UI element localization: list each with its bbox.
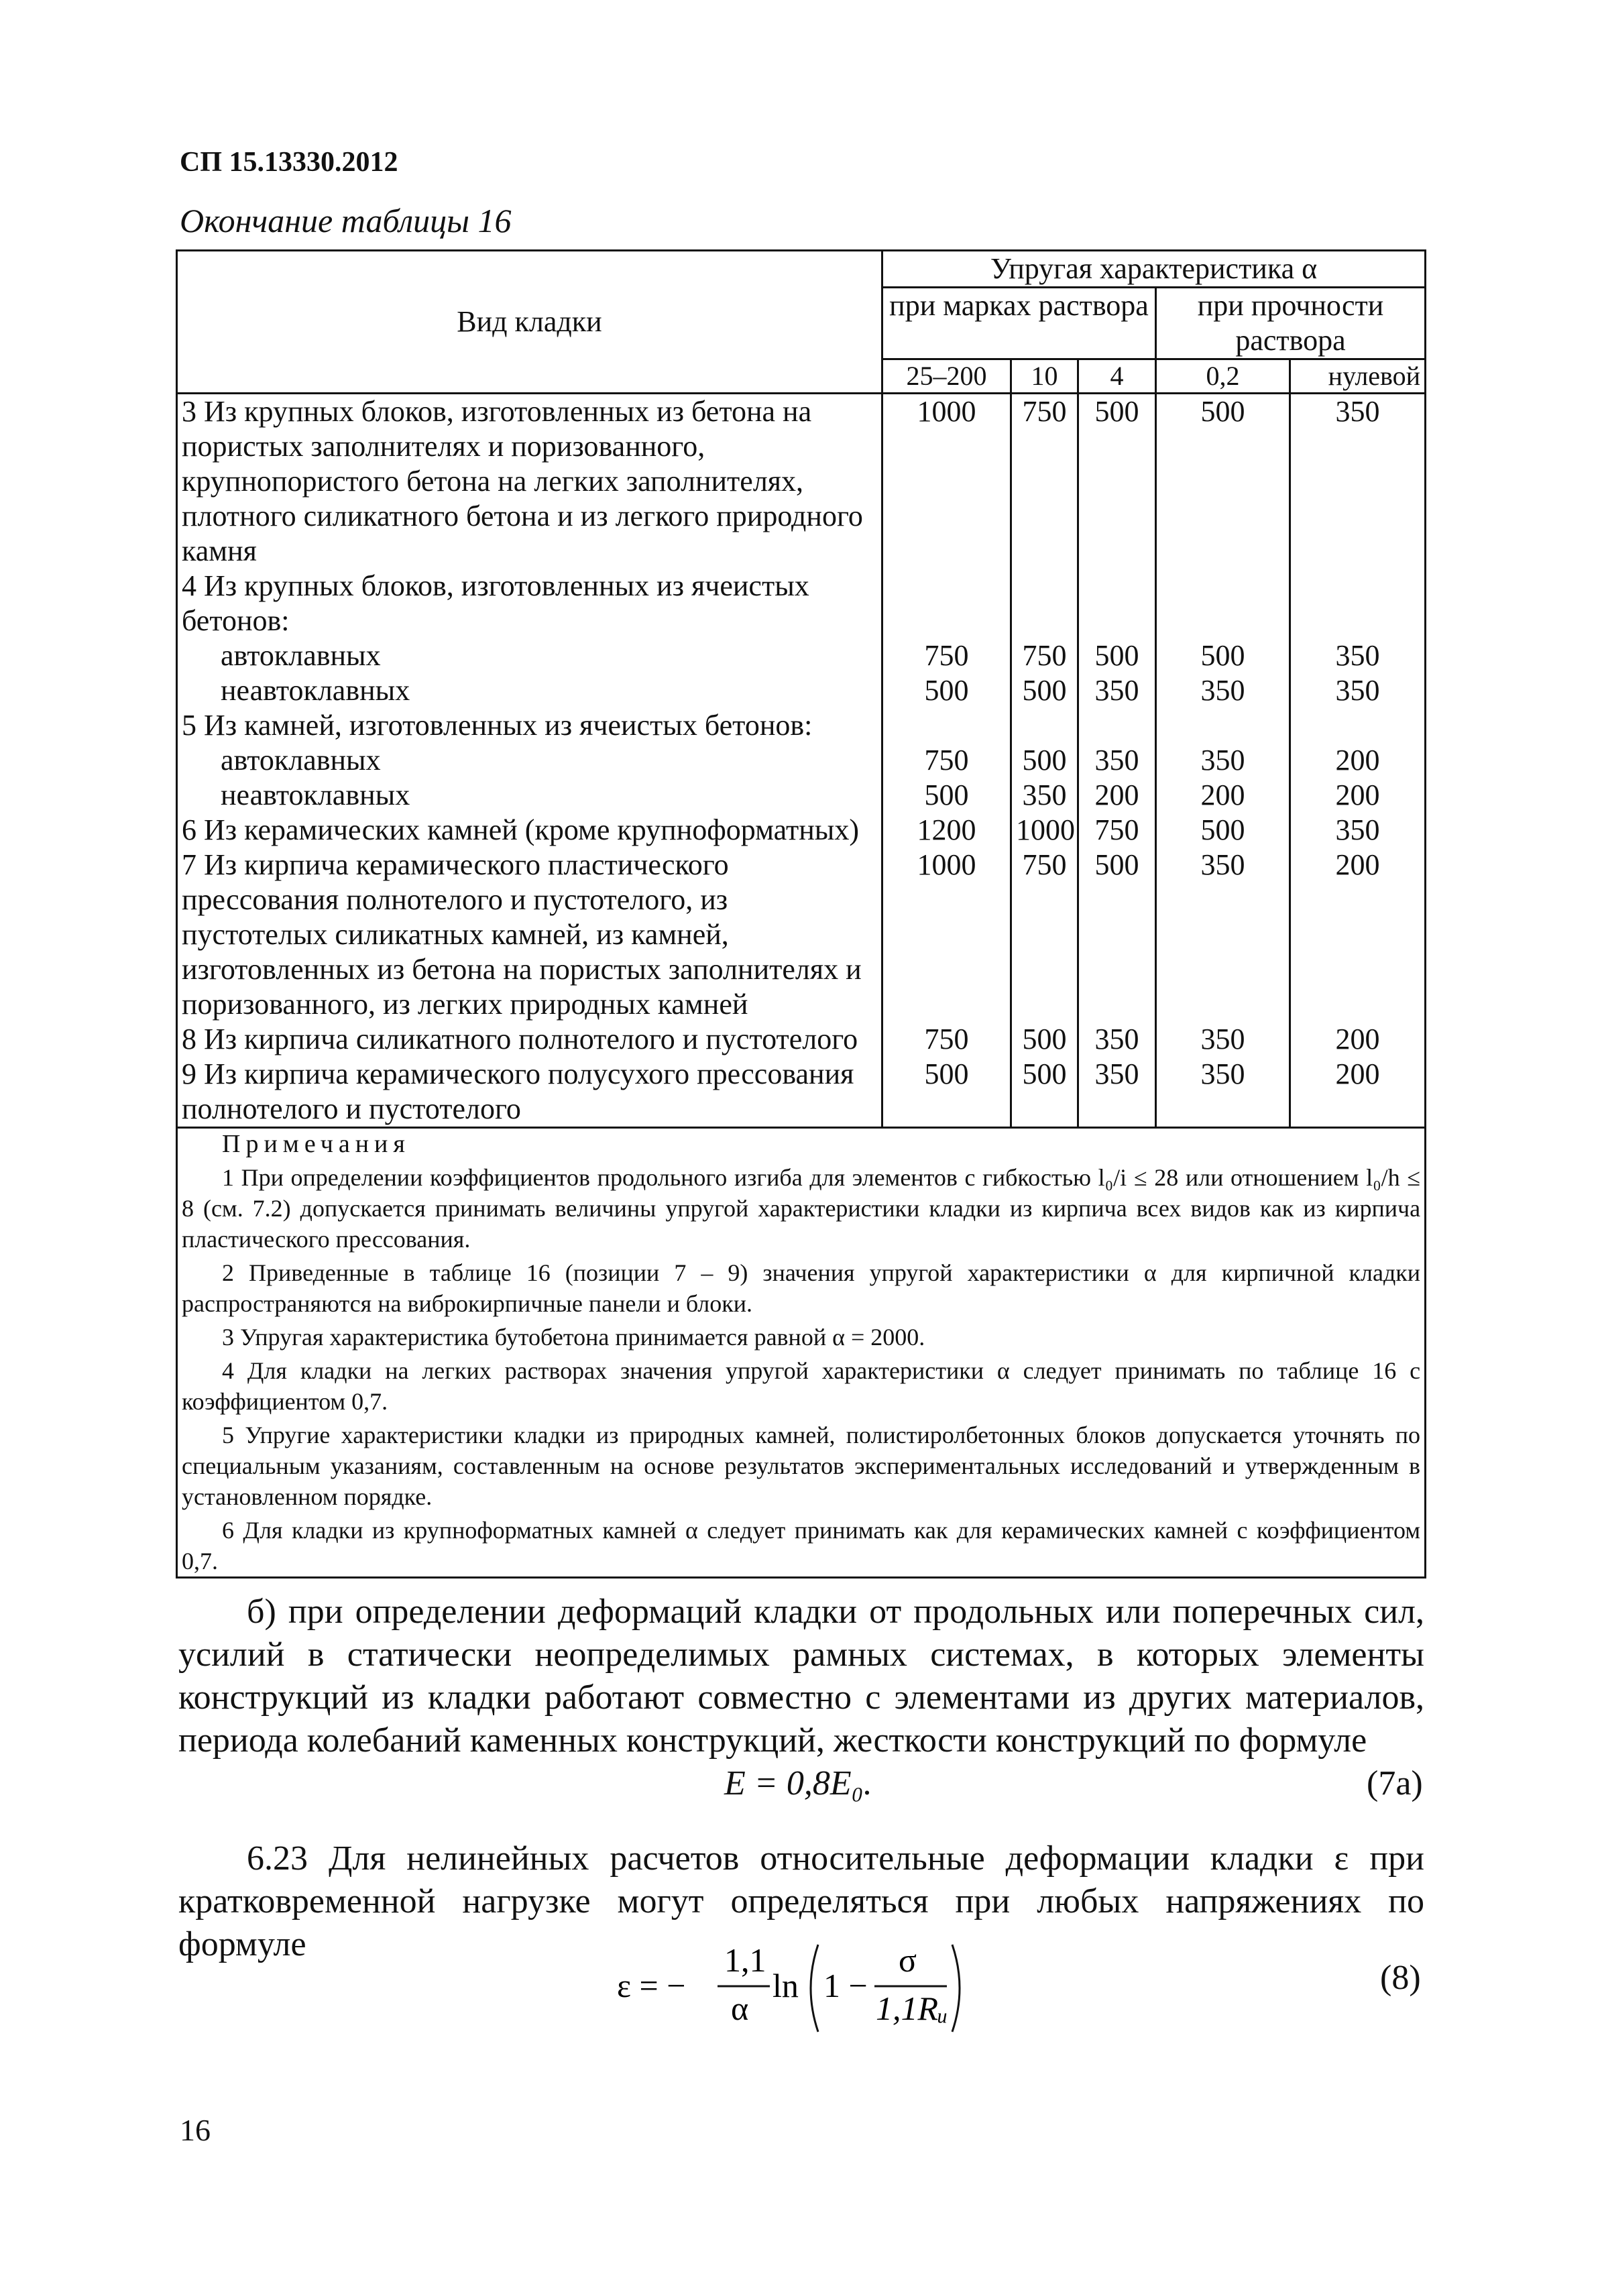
row-text: пустотелых силикатных камней, из камней, <box>182 918 729 951</box>
subheader: 0,2 <box>1156 359 1290 394</box>
row-text: неавтоклавных <box>221 779 410 811</box>
notes-title: Примечания <box>222 1130 410 1158</box>
subheader: 10 <box>1011 359 1078 394</box>
document-code: СП 15.13330.2012 <box>180 147 398 178</box>
formula-8-denominator: α <box>731 1990 749 2027</box>
header-strength: при прочности раствора <box>1156 288 1426 359</box>
paragraph-b: б) при определении деформаций кладки от продольных или поперечных сил, усилий в статически неопределимых рамных системах, в которых элементы конструкций из кладки работают совместно с элементами из других материалов, периода колебаний каменных конструкций, жесткости конструкций по формуле <box>178 1593 1424 1760</box>
row-text: бетонов: <box>182 604 290 637</box>
formula-8-lhs: ε = − <box>617 1967 686 2004</box>
row-text: полнотелого и пустотелого <box>182 1092 521 1125</box>
row-text: прессования полнотелого и пустотелого, из <box>182 883 728 916</box>
formula-8 <box>617 1931 966 2045</box>
row-text: поризованного, из легких природных камней <box>182 988 748 1021</box>
row-text: 6 Из керамических камней (кроме крупноформатных) <box>182 813 860 846</box>
formula-8-one: 1 − <box>823 1967 868 2004</box>
paragraph-6-23: 6.23 Для нелинейных расчетов относительные деформации кладки ε при кратковременной нагрузке могут определяться при любых напряжениях по формуле <box>178 1839 1424 1963</box>
subheader: 4 <box>1078 359 1156 394</box>
formula-8-ln: ln <box>773 1967 799 2004</box>
row-text: неавтоклавных <box>221 674 410 707</box>
col-10: 750 750 500 500 350 1000 750 500 500 <box>1011 394 1078 1128</box>
formula-8-number: (8) <box>1380 1959 1421 1997</box>
header-kind: Вид кладки <box>177 251 882 394</box>
table-title: Окончание таблицы 16 <box>180 202 512 239</box>
row-text: изготовленных из бетона на пористых заполнителях и <box>182 953 862 986</box>
subheader: нулевой <box>1290 359 1426 394</box>
note-item: 2 Приведенные в таблице 16 (позиции 7 – 9) значения упругой характеристики α для кирпичной кладки распространяются на виброкирпичные панели и блоки. <box>182 1259 1421 1317</box>
header-marks: при марках раствора <box>882 288 1156 359</box>
formula-8-sigma: σ <box>899 1941 917 1979</box>
col-zero: 350 350 350 200 200 350 200 200 200 <box>1290 394 1426 1128</box>
formula-8-numerator: 1,1 <box>724 1941 766 1979</box>
row-text: 4 Из крупных блоков, изготовленных из ячеистых <box>182 569 809 602</box>
col-0-2: 500 500 350 350 200 500 350 350 350 <box>1156 394 1290 1128</box>
row-text: 7 Из кирпича керамического пластического <box>182 848 729 881</box>
subheader: 25–200 <box>882 359 1011 394</box>
table-row <box>177 394 1426 1128</box>
formula-7a-number: (7а) <box>1367 1764 1423 1802</box>
row-text: 5 Из камней, изготовленных из ячеистых бетонов: <box>182 709 813 742</box>
note-item: 6 Для кладки из крупноформатных камней α следует принимать как для керамических камней с коэффициентом 0,7. <box>182 1517 1421 1574</box>
row-text: камня <box>182 534 257 567</box>
col-4: 500 500 350 350 200 750 500 350 350 <box>1078 394 1156 1128</box>
note-item: 4 Для кладки на легких растворах значения упругой характеристики α следует принимать по таблице 16 с коэффициентом 0,7. <box>182 1357 1421 1415</box>
note-item: 3 Упругая характеристика бутобетона принимается равной α = 2000. <box>222 1324 925 1351</box>
elasticity-table <box>176 249 1424 1578</box>
page-number: 16 <box>180 2113 211 2147</box>
header-alpha: Упругая характеристика α <box>882 251 1426 288</box>
row-text: плотного силикатного бетона и из легкого природного <box>182 500 863 532</box>
row-text: крупнопористого бетона на легких заполнителях, <box>182 465 804 498</box>
note-item: 5 Упругие характеристики кладки из природных камней, полистиролбетонных блоков допускается уточнять по специальным указаниям, составленным на основе результатов экспериментальных исследований и утвержденным в установленном порядке. <box>182 1422 1421 1510</box>
table-notes <box>177 1128 1426 1578</box>
row-text: 8 Из кирпича силикатного полнотелого и пустотелого <box>182 1023 858 1055</box>
row-text: автоклавных <box>221 744 381 777</box>
row-text: 3 Из крупных блоков, изготовленных из бетона на <box>182 395 812 428</box>
formula-7a: E = 0,8E₀. <box>724 1764 872 1802</box>
col-25-200: 1000 750 500 750 500 1200 1000 750 500 <box>882 394 1011 1128</box>
note-item: 1 При определении коэффициентов продольного изгиба для элементов с гибкостью l₀/i ≤ 28 или отношением l₀/h ≤ 8 (см. 7.2) допускается принимать величины упругой характеристики кладки из кирпича всех видов как из кирпича пластического прессования. <box>182 1164 1421 1253</box>
row-text: пористых заполнителях и поризованного, <box>182 430 705 463</box>
formula-8-den2: 1,1Rᵤ <box>876 1990 948 2027</box>
row-text: 9 Из кирпича керамического полусухого прессования <box>182 1057 854 1090</box>
row-text: автоклавных <box>221 639 381 672</box>
